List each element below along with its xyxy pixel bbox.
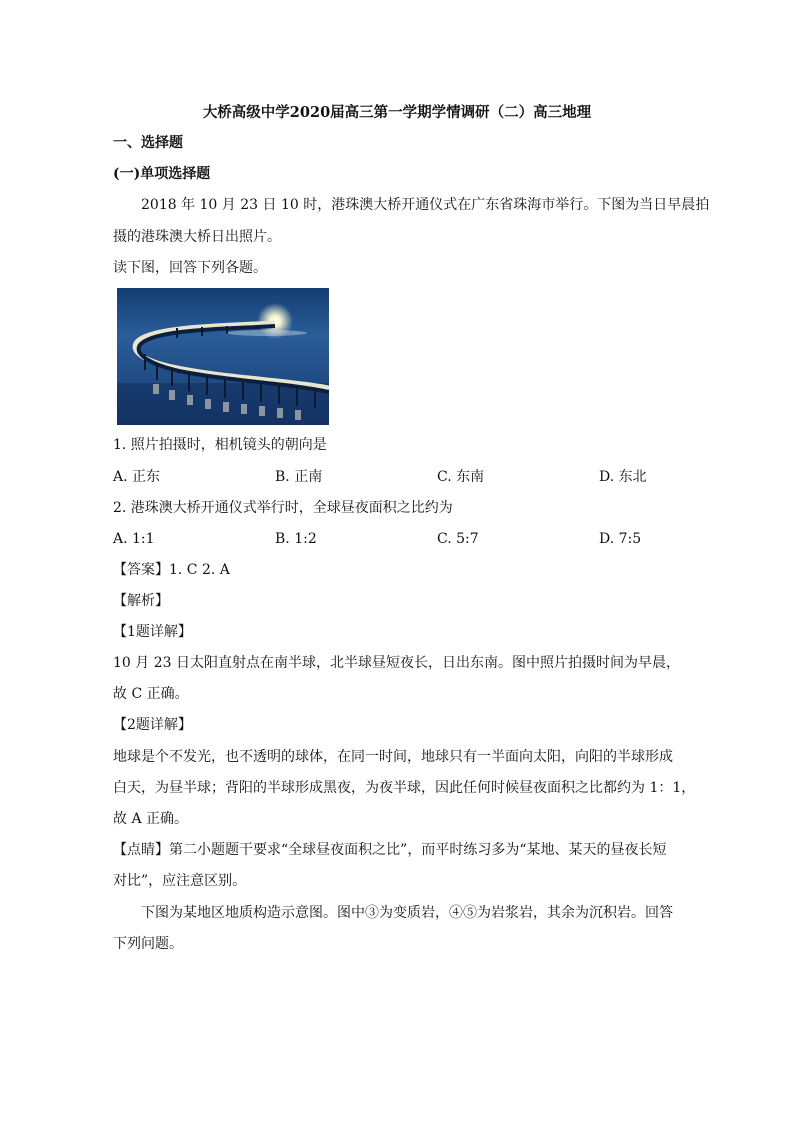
q2-option-d: D. 7:5 [599, 531, 642, 547]
analysis-heading: 【解析】 [113, 593, 169, 609]
next-intro-text: 下图为某地区地质构造示意图。图中③为变质岩，④⑤为岩浆岩，其余为沉积岩。回答 [141, 905, 673, 921]
section-heading: 一、选择题 [113, 135, 183, 151]
bridge-sunrise-photo [117, 288, 329, 425]
page-title: 大桥高级中学2020届高三第一学期学情调研（二）高三地理 [202, 104, 592, 121]
subsection-heading: (一)单项选择题 [113, 166, 211, 182]
detail-2-text: 故 A 正确。 [113, 811, 189, 827]
detail-2-text: 白天，为昼半球；背阳的半球形成黑夜，为夜半球，因此任何时候昼夜面积之比都约为 1：1， [113, 780, 696, 796]
detail-1-text: 故 C 正确。 [113, 686, 189, 702]
read-prompt: 读下图，回答下列各题。 [113, 260, 267, 276]
detail-1-text: 10 月 23 日太阳直射点在南半球，北半球昼短夜长，日出东南。图中照片拍摄时间为早晨， [113, 655, 680, 671]
intro-paragraph-line: 2018 年 10 月 23 日 10 时，港珠澳大桥开通仪式在广东省珠海市举行。下图为当日早晨拍 [141, 197, 710, 213]
q2-option-a: A. 1:1 [113, 531, 155, 547]
question-1-stem: 1. 照片拍摄时，相机镜头的朝向是 [113, 437, 327, 453]
detail-1-heading: 【1题详解】 [113, 624, 192, 640]
next-intro-text: 下列问题。 [113, 936, 183, 952]
answer-line: 【答案】1. C 2. A [113, 562, 230, 578]
q2-option-b: B. 1:2 [275, 531, 317, 547]
question-2-stem: 2. 港珠澳大桥开通仪式举行时，全球昼夜面积之比约为 [113, 500, 453, 516]
q1-option-d: D. 东北 [599, 469, 647, 485]
intro-paragraph-line: 摄的港珠澳大桥日出照片。 [113, 229, 281, 245]
detail-2-text: 地球是个不发光，也不透明的球体，在同一时间，地球只有一半面向太阳，向阳的半球形成 [113, 749, 673, 765]
q1-option-a: A. 正东 [113, 469, 161, 485]
tip-text: 对比”，应注意区别。 [113, 873, 247, 889]
q2-option-c: C. 5:7 [437, 531, 479, 547]
detail-2-heading: 【2题详解】 [113, 717, 192, 733]
q1-option-b: B. 正南 [275, 469, 323, 485]
q1-option-c: C. 东南 [437, 469, 485, 485]
tip-text: 【点睛】第二小题题干要求“全球昼夜面积之比”，而平时练习多为“某地、某天的昼夜长短 [113, 842, 667, 858]
